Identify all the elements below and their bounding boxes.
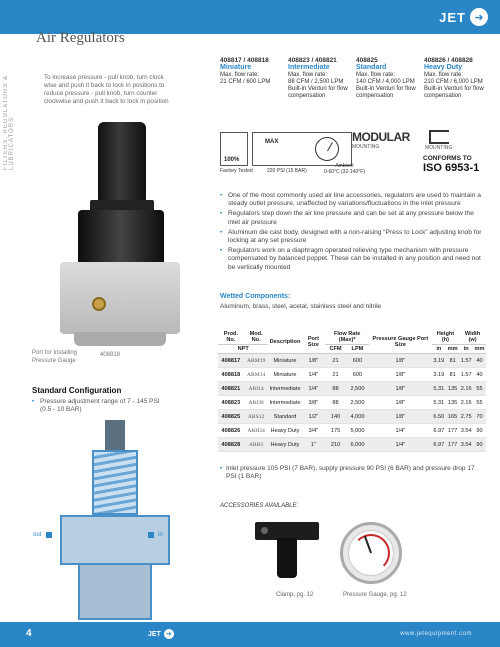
- cell-port: 3/8": [302, 396, 326, 410]
- model-number: 408826 / 408828: [424, 57, 473, 64]
- arrow-right-circle-icon: ➜: [470, 8, 488, 26]
- body-base: [74, 332, 166, 346]
- feature-bullets: [220, 192, 485, 274]
- cell-port: 1/4": [302, 368, 326, 382]
- bonnet: [78, 210, 164, 268]
- port-callout-line: Port for Installing: [32, 350, 78, 356]
- cell-prod-no: 408817: [218, 354, 244, 368]
- model-series: Miniature: [220, 64, 252, 71]
- table-footnote: • Inlet pressure 105 PSI (7 BAR), supply pressure 90 PSI (6 BAR) and pressure drop 17 PSI (1 BAR): [220, 465, 485, 481]
- clamp-side: [277, 538, 297, 578]
- gauge-icon: [315, 137, 339, 161]
- side-section-label: FILTERS, REGULATORS & LUBRICATORS: [3, 74, 15, 170]
- standard-config-bullet: • Pressure adjustment range of 7 - 145 PSI (0.5 - 10 BAR): [32, 398, 172, 414]
- bullet-item: • Regulators step down the air line pressure and can be set at any pressure below the inlet air pressure: [220, 210, 485, 226]
- col-width-in: in: [459, 345, 473, 354]
- cell-height-in: 6.97: [432, 424, 446, 438]
- cell-description: Heavy Duty: [268, 424, 301, 438]
- model-line: Max. flow rate:: [220, 72, 260, 78]
- cell-port: 1/4": [302, 382, 326, 396]
- cell-cfm: 175: [325, 424, 346, 438]
- model-line: compensation: [356, 93, 394, 99]
- cell-gauge-port: 1/8": [369, 410, 432, 424]
- modular-sub-label: MOUNTING: [352, 144, 380, 150]
- cell-gauge-port: 1/8": [369, 382, 432, 396]
- model-number: 408825: [356, 57, 378, 64]
- mounting-label: MOUNTING: [425, 145, 453, 151]
- adjustment-knob: [98, 122, 146, 202]
- cell-cfm: 88: [325, 382, 346, 396]
- table-row: [218, 368, 486, 382]
- max-pressure-icon: [252, 132, 352, 166]
- cell-height-mm: 165: [446, 410, 459, 424]
- modular-label: MODULAR: [352, 130, 410, 144]
- cell-width-in: 2.16: [459, 396, 473, 410]
- outlet-label: out: [33, 532, 42, 538]
- cell-prod-no: 408823: [218, 396, 244, 410]
- col-width: Width (w): [459, 330, 486, 345]
- col-description: Description: [268, 330, 301, 354]
- cell-lpm: 2,500: [346, 382, 369, 396]
- cell-mod-no: ARS12: [244, 410, 269, 424]
- pressure-gauge-image: [340, 522, 402, 584]
- cell-width-mm: 90: [473, 438, 486, 452]
- cell-height-mm: 81: [446, 354, 459, 368]
- model-standard: [356, 57, 422, 100]
- bullet-item: • Aluminum die cast body, designed with a non-raising “Press to Lock” adjusting knob for locking at any set pressure: [220, 229, 485, 245]
- conforms-label: CONFORMS TO: [423, 155, 472, 162]
- ambient-label: Ambient: [335, 163, 354, 169]
- cell-height-mm: 81: [446, 368, 459, 382]
- model-line: Built-in Venturi for flow: [424, 86, 484, 92]
- table-row: [218, 382, 486, 396]
- cell-lpm: 5,000: [346, 424, 369, 438]
- accessories-title: ACCESSORIES AVAILABLE:: [220, 503, 299, 509]
- col-lpm: LPM: [346, 345, 369, 354]
- col-height-mm: mm: [447, 346, 458, 352]
- cell-description: Miniature: [268, 368, 301, 382]
- max-label: MAX: [265, 139, 279, 145]
- cell-gauge-port: 1/4": [369, 438, 432, 452]
- col-port-size: Port Size: [302, 330, 326, 354]
- cutaway-stem: [105, 420, 125, 450]
- cell-prod-no: 408826: [218, 424, 244, 438]
- model-line: Max. flow rate:: [424, 72, 464, 78]
- bracket-icon: [429, 130, 449, 144]
- percent-label: 100%: [224, 157, 240, 163]
- bullet-item: • Regulators work on a diaphragm operated relieving type mechanism with pressure compensated by balanced poppet. These can be installed in any position and need not be vertically mounted: [220, 247, 485, 272]
- wetted-components-title: Wetted Components:: [220, 293, 291, 300]
- footer-bar: [0, 622, 500, 647]
- cell-width-mm: 40: [473, 354, 486, 368]
- cell-lpm: 6,000: [346, 438, 369, 452]
- cell-height-in: 5.31: [432, 382, 446, 396]
- cell-gauge-port: 1/8": [369, 368, 432, 382]
- footer-brand-name: JET: [148, 630, 161, 638]
- cell-cfm: 21: [325, 354, 346, 368]
- cell-prod-no: 408818: [218, 368, 244, 382]
- cell-cfm: 21: [325, 368, 346, 382]
- cell-width-mm: 90: [473, 424, 486, 438]
- cell-width-mm: 40: [473, 368, 486, 382]
- wetted-components-text: Aluminum, brass, steel, acetal, stainless steel and nitrile: [220, 303, 382, 310]
- footer-brand: [148, 629, 174, 639]
- header-bar: [0, 0, 500, 34]
- cell-gauge-port: 1/4": [369, 424, 432, 438]
- model-line: Max. flow rate:: [288, 72, 328, 78]
- cell-height-mm: 135: [446, 396, 459, 410]
- models-row: [220, 57, 490, 100]
- cell-lpm: 600: [346, 354, 369, 368]
- spec-table: [218, 330, 486, 452]
- cell-height-in: 3.19: [432, 368, 446, 382]
- cell-prod-no: 408828: [218, 438, 244, 452]
- ambient-caption: [324, 163, 365, 175]
- model-line: compensation: [288, 93, 326, 99]
- table-row: [218, 410, 486, 424]
- iso-conformance: [423, 155, 479, 174]
- page-title: Air Regulators: [36, 30, 125, 46]
- iso-standard: ISO 6953-1: [423, 162, 480, 174]
- cell-mod-no: ARH1: [244, 438, 269, 452]
- col-height-in: in: [432, 345, 446, 354]
- cutaway-diagram: [50, 420, 180, 620]
- brand-logo: [439, 8, 488, 26]
- cell-height-in: 3.19: [432, 354, 446, 368]
- cell-cfm: 88: [325, 396, 346, 410]
- model-line: 21 CFM / 600 LPM: [220, 79, 271, 85]
- cutaway-spring: [92, 450, 138, 515]
- model-heavy-duty: [424, 57, 490, 100]
- cell-width-in: 1.57: [459, 368, 473, 382]
- inlet-arrow-icon: [148, 532, 154, 538]
- model-series: Intermediate: [288, 64, 330, 71]
- model-series: Heavy Duty: [424, 64, 463, 71]
- cell-height-in: 5.31: [432, 396, 446, 410]
- cell-port: 1/8": [302, 354, 326, 368]
- cell-height-in: 6.50: [432, 410, 446, 424]
- table-row: [218, 438, 486, 452]
- table-header-row: [218, 330, 486, 345]
- cell-description: Intermediate: [268, 396, 301, 410]
- col-width-mm: mm: [474, 346, 485, 352]
- model-line: 88 CFM / 2,500 LPM: [288, 79, 344, 85]
- cell-width-mm: 70: [473, 410, 486, 424]
- model-miniature: [220, 57, 286, 100]
- cell-cfm: 210: [325, 438, 346, 452]
- gauge-port: [92, 297, 106, 311]
- cell-mod-no: ARI14: [244, 382, 269, 396]
- regulator-body: [60, 262, 180, 334]
- outlet-arrow-icon: [46, 532, 52, 538]
- col-flow-rate: Flow Rate (Max)*: [325, 330, 369, 345]
- col-npt: NPT: [218, 345, 268, 354]
- cell-height-mm: 135: [446, 382, 459, 396]
- cell-gauge-port: 1/8": [369, 354, 432, 368]
- cell-width-mm: 55: [473, 382, 486, 396]
- cell-description: Heavy Duty: [268, 438, 301, 452]
- regulator-product-image: [60, 122, 180, 347]
- ambient-range: 0-60°C (32-140°F): [324, 169, 365, 175]
- modular-mounting-icon: [352, 130, 422, 150]
- gauge-caption: Pressure Gauge, pg. 12: [343, 592, 407, 598]
- model-intermediate: [288, 57, 354, 100]
- cutaway-body: [60, 515, 170, 565]
- cell-port: 3/4": [302, 424, 326, 438]
- clamp-image: [255, 522, 325, 582]
- port-callout-line: Pressure Gauge: [32, 358, 76, 364]
- model-series: Standard: [356, 64, 387, 71]
- pressure-caption: 220 PSI (15 BAR): [267, 168, 307, 174]
- intro-text: To increase pressure - pull knob, turn clock wise and push it back to lock in positions to reduce pressure - pull knob, turn counter clockwise and push it back to lock in position: [44, 74, 169, 105]
- model-number: 408823 / 408821: [288, 57, 337, 64]
- cell-lpm: 4,000: [346, 410, 369, 424]
- cell-width-in: 3.54: [459, 438, 473, 452]
- factory-tested-caption: Factory Tested: [220, 168, 253, 174]
- table-row: [218, 354, 486, 368]
- model-line: compensation: [424, 93, 462, 99]
- gauge-red-zone: [352, 534, 390, 572]
- model-number: 408817 / 408818: [220, 57, 269, 64]
- cell-prod-no: 408825: [218, 410, 244, 424]
- mounting-icon: [425, 130, 452, 151]
- bullet-item: • One of the most commonly used air line accessories, regulators are used to maintain a steady outlet pressure, unaffected by variations/fluctuations in the inlet pressure: [220, 192, 485, 208]
- model-line: Built-in Venturi for flow: [356, 86, 416, 92]
- cutaway-bottom: [78, 565, 152, 620]
- cell-mod-no: ARI38: [244, 396, 269, 410]
- model-line: 210 CFM / 6,000 LPM: [424, 79, 483, 85]
- col-mod-no: Mod. No.: [244, 330, 269, 345]
- cell-width-in: 1.57: [459, 354, 473, 368]
- website-url[interactable]: www.jetequipment.com: [400, 631, 472, 637]
- cell-width-in: 2.16: [459, 382, 473, 396]
- col-gauge-port: Pressure Gauge Port Size: [369, 330, 432, 354]
- cell-height-mm: 177: [446, 424, 459, 438]
- cell-port: 1/2": [302, 410, 326, 424]
- table-row: [218, 396, 486, 410]
- port-callout: [32, 349, 77, 365]
- brand-name: JET: [439, 9, 466, 25]
- factory-tested-icon: [220, 132, 248, 166]
- cell-lpm: 600: [346, 368, 369, 382]
- cell-mod-no: ARM14: [244, 368, 269, 382]
- arrow-right-circle-icon: ➜: [164, 629, 174, 639]
- cell-mod-no: ARH34: [244, 424, 269, 438]
- cell-mod-no: ARM19: [244, 354, 269, 368]
- table-subheader-row: [218, 345, 486, 354]
- cell-prod-no: 408821: [218, 382, 244, 396]
- model-line: Max. flow rate:: [356, 72, 396, 78]
- cell-description: Intermediate: [268, 382, 301, 396]
- inlet-label: in: [158, 532, 163, 538]
- cell-width-mm: 55: [473, 396, 486, 410]
- cell-description: Standard: [268, 410, 301, 424]
- col-prod-no: Prod. No.: [218, 330, 244, 345]
- model-line: Built-in Venturi for flow: [288, 86, 348, 92]
- cell-width-in: 3.54: [459, 424, 473, 438]
- cell-height-in: 6.97: [432, 438, 446, 452]
- cell-gauge-port: 1/8": [369, 396, 432, 410]
- model-line: 140 CFM / 4,000 LPM: [356, 79, 415, 85]
- page-number: 4: [26, 628, 32, 639]
- cell-cfm: 140: [325, 410, 346, 424]
- product-number-callout: 408818: [100, 352, 121, 358]
- cell-description: Miniature: [268, 354, 301, 368]
- cell-width-in: 2.75: [459, 410, 473, 424]
- cell-height-mm: 177: [446, 438, 459, 452]
- col-height: Height (h): [432, 330, 460, 345]
- table-row: [218, 424, 486, 438]
- col-cfm: CFM: [325, 345, 346, 354]
- cell-lpm: 2,500: [346, 396, 369, 410]
- clamp-caption: Clamp, pg. 12: [276, 592, 314, 598]
- cell-port: 1": [302, 438, 326, 452]
- standard-config-title: Standard Configuration: [32, 386, 122, 395]
- clamp-hole: [261, 527, 268, 534]
